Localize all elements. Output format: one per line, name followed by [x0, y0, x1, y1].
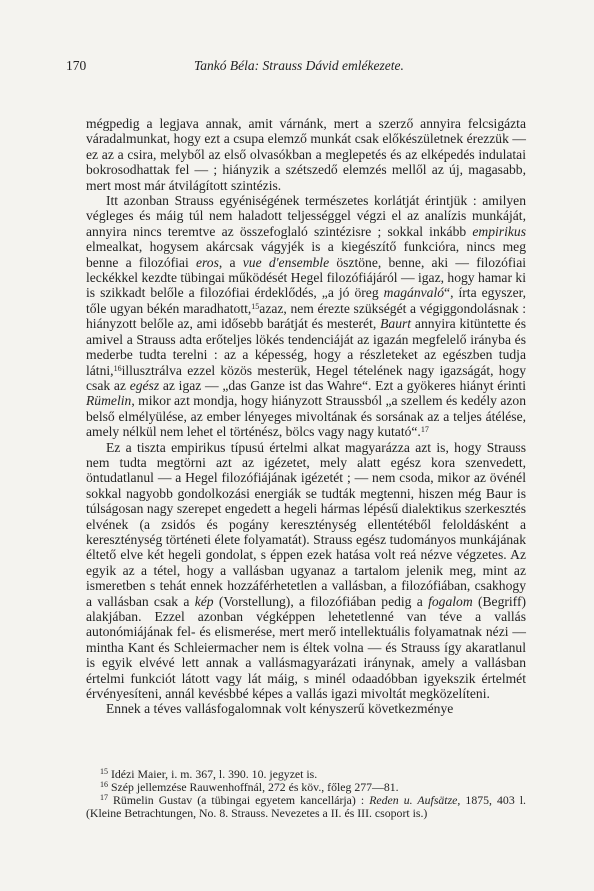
- text-run: (Begriff) alakjában. Ezzel azonban végképpen lehetetlenné van téve a vallás autonómiájának fel- és elismerése, mert merő intellektuális folyamatnak nézi — mintha Kant és Schleiermacher nem is éltek volna — és Strauss így akaratlanul is egyik elvévé lett annak a vallásmagyarázati iránynak, amely a vallásban értelmi funkciót látott vagy lát máig, s minél odaadóbban igyekszik értelmét érvényesíteni, annál kevésbbé képes a vallás igazi mivoltát megközelíteni.: [86, 593, 527, 702]
- page-header: [66, 58, 534, 78]
- text-run: , mikor azt mondja, hogy hiányzott Straussból „a szellem és kedély azon belső elmélyülése, az ember lényeges mivoltának és sorsának az a teljes átélése, amely nélkül nem lehet el történész, bölcs vagy nagy kutató“.: [86, 393, 526, 440]
- text-run: mégpedig a legjava annak, amit várnánk, mert a szerző annyira felcsigázta váradalmunkat, hogy ezt a csupa elemző munkát csak előkészületnek érezzük — ez az a csira, melyből az első olvasókban a meglepetés és az elképedés indulatai bokrosodhattak fel — ; hiányzik a szétszedő elemzés mellől az új, magasabb, mert most már átvilágított szintézis.: [86, 116, 526, 193]
- paragraph: [86, 116, 526, 193]
- italic-text: vue d'ensemble: [242, 254, 330, 270]
- italic-text: magánvaló: [383, 285, 445, 301]
- footnote-marker: 15: [251, 301, 260, 311]
- italic-text: Baurt: [380, 316, 412, 332]
- text-run: “, írta egyszer, tőle ugyan békén maradhatott,: [86, 285, 526, 316]
- italic-text: Rümelin: [86, 393, 132, 409]
- text-run: elmealkat, hogysem akárcsak vágyjék is a kiegészítő funkcióra, nincs meg benne a filozófiai: [86, 239, 526, 270]
- footnotes: [86, 768, 526, 820]
- footnote-marker: 16: [100, 780, 108, 789]
- text-run: illusztrálva ezzel közös mesterük, Hegel tételének nagy igazságát, hogy csak az: [86, 362, 526, 393]
- italic-text: fogalom: [428, 593, 473, 609]
- footnote: [86, 794, 526, 820]
- text-run: azaz, nem érezte szükségét a végiggondolásnak : hiányzott belőle az, ami idősebb barátját és mesterét,: [86, 300, 526, 332]
- text-run: , 1875, 403 l. (Kleine Betrachtungen, No. 8. Strauss. Nevezetes a II. és III. csoport is.): [86, 793, 526, 820]
- text-run: ösztöne, benne, aki — filozófiai leckékkel kezdte tübingai működését Hegel filozófiájáról — igaz, hogy hamar ki is szikkadt belőle a filozófiai érdeklődés, „a jó öreg: [86, 254, 527, 301]
- text-run: (Vorstellung), a filozófiában pedig a: [213, 593, 429, 609]
- paragraph: [86, 701, 526, 716]
- text-run: , a: [218, 254, 243, 270]
- text-run: Ennek a téves vallásfogalomnak volt kényszerű következménye: [106, 701, 454, 717]
- text-run: Szép jellemzése Rauwenhoffnál, 272 és köv., főleg 277—81.: [108, 780, 399, 794]
- text-run: Ez a tiszta empirikus típusú értelmi alkat magyarázza azt is, hogy Strauss nem tudta megtörni azt az igézetet, mely alatt egész kora szenvedett, öntudatlanul — a Hegel filozófiájának igézetét ; — nem csoda, mikor az övénél sokkal nagyobb gondolkozási energiák se tudták megtenni, hiszen még Baur is túlságosan nagy szerepet engedett a hegeli hármas lépésű dialektikus szerkesztés elvének (a zsidós és pogány kereszténység ellentétéből feloldásként a kereszténység történeti élete folyamatát). Strauss egész tudományos munkájának éltető elve két hegeli gondolat, s éppen ezek hatása volt reá nézve végzetes. Az egyik az a tétel, hogy a vallásban ugyanaz a tartalom jelenik meg, mint az ismeretben s tehát ennek hozzáférhetetlen a vallásban, a filozófiában, csakhogy a vallásban csak a: [86, 439, 526, 609]
- text-run: Itt azonban Strauss egyéniségének természetes korlátját érintjük : amilyen végleges és máig túl nem haladott teljességgel végzi el az analízis munkáját, annyira nincs teremtve az összefoglaló szintézisre ; sokkal inkább: [86, 193, 526, 239]
- italic-text: empirikus: [472, 223, 526, 239]
- body-text: [86, 116, 526, 717]
- text-run: Idézi Maier, i. m. 367, l. 390. 10. jegyzet is.: [108, 767, 318, 781]
- italic-text: Reden u. Aufsätze: [369, 793, 458, 807]
- text-run: Rümelin Gustav (a tübingai egyetem kancellárja) :: [108, 793, 370, 807]
- text-run: az igaz — „das Ganze ist das Wahre“. Ezt a gyökeres hiányt érinti: [159, 377, 526, 393]
- footnote-marker: 16: [113, 363, 122, 373]
- footnote-marker: 17: [100, 793, 108, 802]
- italic-text: eros: [195, 254, 219, 270]
- italic-text: kép: [194, 593, 214, 609]
- paragraph: [86, 440, 526, 702]
- text-run: annyira kitüntette és amivel a Strauss adta erőteljes lökés tendenciáját az igazán megfelelő irányba és mederbe tudta terelni : az a képesség, hogy a részleteket az egészben tudja látni,: [86, 316, 526, 378]
- footnote-marker: 15: [100, 767, 108, 776]
- page-number: 170: [66, 58, 87, 73]
- paragraph: [86, 193, 526, 440]
- italic-text: egész: [129, 377, 160, 393]
- running-head: Tankó Béla: Strauss Dávid emlékezete.: [194, 58, 404, 73]
- footnote-marker: 17: [420, 425, 429, 435]
